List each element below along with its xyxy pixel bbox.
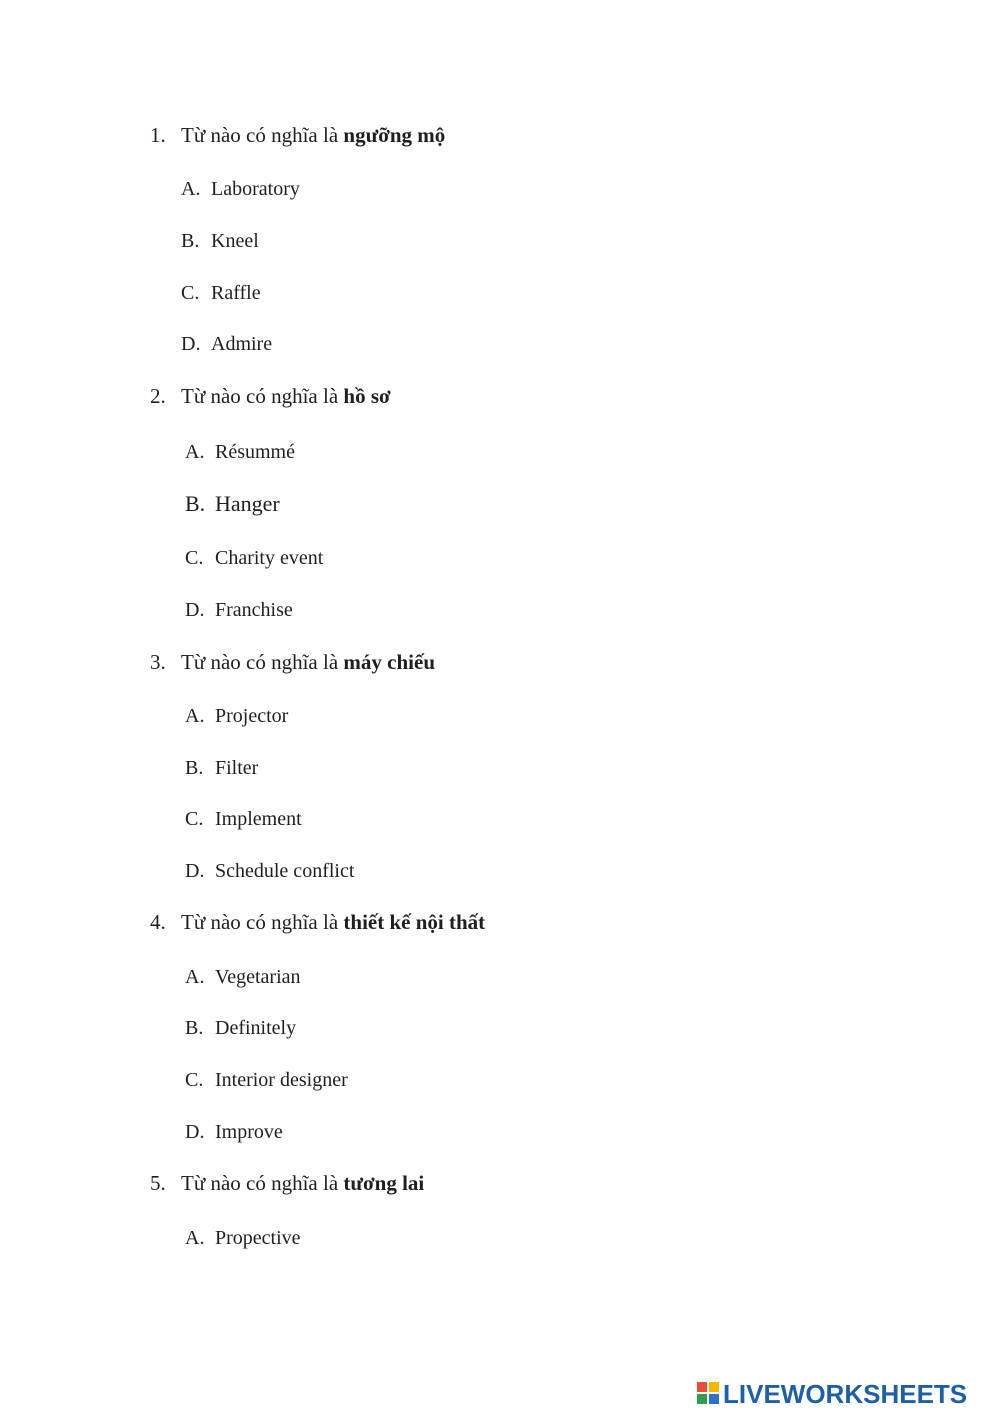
logo-square-green — [697, 1394, 707, 1404]
question-5 — [150, 1170, 424, 1196]
question-prompt: Từ nào có nghĩa là — [181, 1171, 344, 1195]
option-text: Vegetarian — [215, 966, 301, 988]
question-keyword: hồ sơ — [343, 384, 391, 408]
option-text: Admire — [211, 333, 273, 355]
question-number: 3. — [150, 650, 166, 674]
option-3d[interactable] — [185, 858, 354, 884]
option-text: Laboratory — [211, 178, 300, 200]
option-text: Interior designer — [215, 1069, 348, 1091]
option-2a[interactable] — [185, 439, 295, 465]
option-3c[interactable] — [185, 806, 302, 832]
option-2c[interactable] — [185, 545, 323, 571]
option-letter: C. — [185, 808, 204, 830]
option-letter: C. — [181, 282, 200, 304]
option-text: Raffle — [211, 282, 261, 304]
option-text: Hanger — [215, 491, 280, 516]
question-number: 4. — [150, 910, 166, 934]
option-text: Definitely — [215, 1017, 297, 1039]
question-keyword: ngưỡng mộ — [343, 123, 446, 147]
option-text: Propective — [215, 1227, 301, 1249]
option-letter: B. — [185, 1017, 204, 1039]
option-letter: A. — [185, 966, 205, 988]
liveworksheets-logo-icon — [697, 1382, 721, 1406]
question-4 — [150, 909, 485, 935]
option-text: Charity event — [215, 547, 324, 569]
option-letter: B. — [185, 491, 206, 516]
option-4c[interactable] — [185, 1067, 348, 1093]
option-letter: D. — [185, 860, 205, 882]
option-1a[interactable] — [181, 176, 300, 202]
question-1 — [150, 122, 445, 148]
option-text: Kneel — [211, 230, 259, 252]
option-1b[interactable] — [181, 228, 259, 254]
logo-square-blue — [709, 1394, 719, 1404]
question-number: 2. — [150, 384, 166, 408]
option-letter: C. — [185, 1069, 204, 1091]
option-letter: A. — [185, 705, 205, 727]
option-letter: A. — [181, 178, 201, 200]
option-letter: B. — [181, 230, 200, 252]
option-letter: B. — [185, 757, 204, 779]
question-keyword: tương lai — [343, 1171, 425, 1195]
option-4b[interactable] — [185, 1015, 296, 1041]
option-3b[interactable] — [185, 755, 258, 781]
logo-square-red — [697, 1382, 707, 1392]
question-prompt: Từ nào có nghĩa là — [181, 910, 344, 934]
option-1d[interactable] — [181, 331, 272, 357]
option-2d[interactable] — [185, 597, 293, 623]
option-5a[interactable] — [185, 1225, 301, 1251]
option-text: Résummé — [215, 441, 295, 463]
liveworksheets-logo-text: LIVEWORKSHEETS — [723, 1379, 968, 1409]
question-2 — [150, 383, 391, 409]
question-number: 5. — [150, 1171, 166, 1195]
option-text: Filter — [215, 757, 259, 779]
option-text: Improve — [215, 1121, 283, 1143]
option-3a[interactable] — [185, 703, 288, 729]
option-letter: C. — [185, 547, 204, 569]
question-prompt: Từ nào có nghĩa là — [181, 650, 344, 674]
logo-square-yellow — [709, 1382, 719, 1392]
option-4d[interactable] — [185, 1119, 283, 1145]
option-letter: A. — [185, 1227, 205, 1249]
question-keyword: máy chiếu — [343, 650, 435, 674]
option-text: Projector — [215, 705, 289, 727]
option-letter: D. — [181, 333, 201, 355]
option-letter: D. — [185, 1121, 205, 1143]
option-text: Schedule conflict — [215, 860, 355, 882]
question-3 — [150, 649, 435, 675]
question-keyword: thiết kế nội thất — [343, 910, 486, 934]
option-letter: A. — [185, 441, 205, 463]
option-text: Franchise — [215, 599, 293, 621]
question-prompt: Từ nào có nghĩa là — [181, 123, 344, 147]
option-1c[interactable] — [181, 280, 261, 306]
option-text: Implement — [215, 808, 302, 830]
option-2b[interactable] — [185, 491, 280, 517]
liveworksheets-brand[interactable] — [697, 1379, 967, 1409]
question-number: 1. — [150, 123, 166, 147]
option-4a[interactable] — [185, 964, 301, 990]
option-letter: D. — [185, 599, 205, 621]
question-prompt: Từ nào có nghĩa là — [181, 384, 344, 408]
